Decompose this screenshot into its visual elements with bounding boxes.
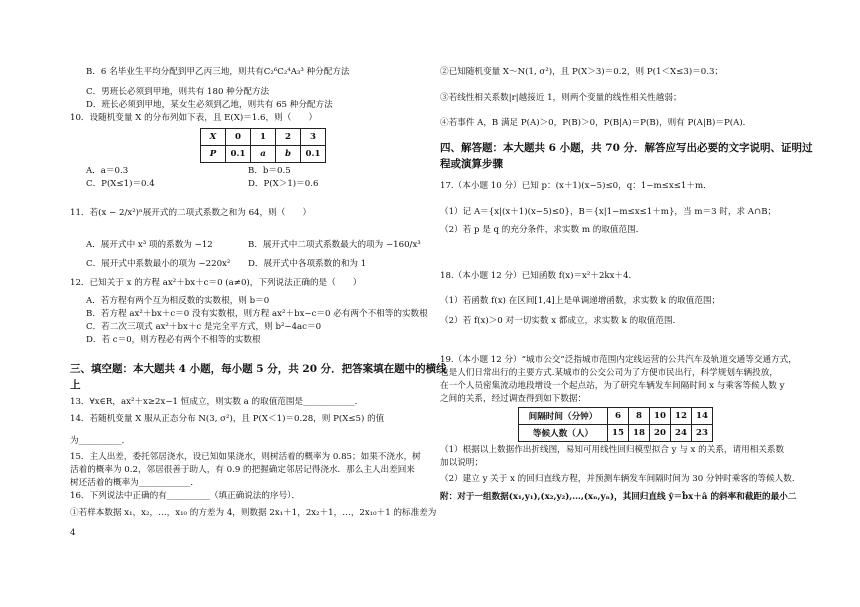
q9-option-c: C．男班长必须到甲地，则共有 180 种分配方法 [86, 87, 270, 97]
q18-part-1: （1）若函数 f(x) 在区间[1,4]上是单调递增函数，求实数 k 的取值范围； [440, 296, 721, 306]
q11-option-d: D．展开式中各项系数的和为 1 [248, 259, 367, 269]
table-cell: P [201, 146, 226, 163]
q10-distribution-table [200, 128, 326, 163]
q11-option-b: B．展开式中二项式系数最大的项为 −160/x³ [248, 240, 421, 250]
q16-statement-4: ④若事件 A，B 满足 P(A)＞0，P(B)＞0，P(B|A)＝P(B)，则有 P(A|B)＝P(A)． [440, 118, 752, 128]
q19-stem: 19.（本小题 12 分）“城市公交”泛指城市范围内定线运营的公共汽车及轨道交通等交通方式， [440, 355, 797, 365]
table-cell: X [201, 129, 226, 146]
table-cell: 6 [608, 408, 629, 425]
table-row [519, 425, 713, 442]
q15-stem: 15．主人出差，委托邻居浇水，设已知如果浇水，则树活着的概率为 0.85；如果不浇水，树 [70, 452, 421, 462]
q15-stem-cont: 活着的概率为 0.2，邻居很善于助人，有 0.9 的把握确定邻居记得浇水．那么主人出差回来 [70, 465, 415, 475]
q19-part-1-cont: 加以说明； [440, 458, 483, 468]
section-4-heading: 四、解答题：本大题共 6 小题，共 70 分．解答应写出必要的文字说明、证明过 [440, 142, 813, 154]
table-cell: b [276, 146, 301, 163]
q19-part-2: （2）建立 y 关于 x 的回归直线方程，并预测车辆发车间隔时间为 30 分钟时乘客的等候人数. [440, 474, 795, 484]
section-3-heading: 三、填空题：本大题共 4 小题，每小题 5 分，共 20 分．把答案填在题中的横线 [70, 363, 447, 375]
q16-stem: 16．下列说法中正确的有__________（填正确说法的序号）． [70, 491, 301, 501]
q14-stem: 14．若随机变量 X 服从正态分布 N(3, σ²)，且 P(X＜1)＝0.28，则 P(X≤5) 的值 [70, 414, 385, 424]
q16-statement-2: ②已知随机变量 X～N(1, σ²)，且 P(X＞3)＝0.2，则 P(1＜X≤3)＝0.3； [440, 67, 724, 77]
table-cell: 23 [692, 425, 713, 442]
table-cell: 12 [671, 408, 692, 425]
q10-option-c: C．P(X≤1)＝0.4 [86, 179, 155, 189]
q17-part-2: （2）若 p 是 q 的充分条件，求实数 m 的取值范围． [440, 225, 645, 235]
table-cell: 18 [629, 425, 650, 442]
table-cell: 8 [629, 408, 650, 425]
q19-data-table [518, 407, 713, 442]
q10-option-d: D．P(X＞1)＝0.6 [248, 179, 319, 189]
q11-option-c: C．展开式中系数最小的项为 −220x² [86, 259, 231, 269]
q10-option-a: A．a＝0.3 [86, 166, 129, 176]
table-cell: 0.1 [301, 146, 326, 163]
q16-statement-3: ③若线性相关系数|r|越接近 1，则两个变量的线性相关性越弱； [440, 93, 682, 103]
table-cell: 等候人数（人） [519, 425, 608, 442]
q19-stem-cont3: 之间的关系，经过调查得到如下数据： [440, 394, 587, 404]
q18-stem: 18.（本小题 12 分）已知函数 f(x)＝x²＋2kx＋4． [440, 271, 638, 281]
table-cell: 20 [650, 425, 671, 442]
table-row [201, 146, 326, 163]
q9-option-d: D．班长必须到甲地，某女生必须到乙地，则共有 65 种分配方法 [86, 100, 333, 110]
q12-stem: 12．已知关于 x 的方程 ax²＋bx＋c＝0 (a≠0)，下列说法正确的是（ ） [70, 278, 362, 288]
q14-stem-cont: 为__________． [70, 436, 131, 446]
q13-stem: 13．∀x∈R，ax²＋x≥2x−1 恒成立，则实数 a 的取值范围是____________． [70, 397, 364, 407]
table-cell: 10 [650, 408, 671, 425]
q10-stem: 10．设随机变量 X 的分布列如下表，且 E(X)＝1.6，则（ ） [70, 113, 318, 123]
q15-stem-cont2: 树还活着的概率为____________． [70, 478, 199, 488]
q9-option-b: B．6 名毕业生平均分配到甲乙丙三地，则共有C₂⁶C₂⁴A₃³ 种分配方法 [86, 67, 350, 77]
q19-part-1: （1）根据以上数据作出折线图，易知可用线性回归模型拟合 y 与 x 的关系，请用相关系数 [440, 445, 785, 455]
q19-stem-cont: 也是人们日常出行的主要方式.某城市的公交公司为了方便市民出行，科学规划车辆投放， [440, 368, 778, 378]
q10-option-b: B．b＝0.5 [248, 166, 291, 176]
left-column [70, 0, 450, 607]
table-cell: 1 [251, 129, 276, 146]
q11-stem: 11．若(x − 2/x²)ⁿ展开式的二项式系数之和为 64，则（ ） [70, 208, 312, 218]
table-row [519, 408, 713, 425]
right-column [440, 0, 820, 607]
q19-appendix: 附：对于一组数据(x₁,y₁),(x₂,y₂),…,(xₙ,yₙ)，其回归直线 ŷ＝b̂x＋â 的斜率和截距的最小二 [440, 492, 797, 502]
section-3-heading-cont: 上 [70, 379, 81, 391]
table-cell: 15 [608, 425, 629, 442]
q11-option-a: A．展开式中 x³ 项的系数为 −12 [86, 240, 213, 250]
table-cell: 0 [226, 129, 251, 146]
q17-stem: 17.（本小题 10 分）已知 p：(x＋1)(x−5)≤0，q：1−m≤x≤1＋m． [440, 181, 712, 191]
table-cell: 3 [301, 129, 326, 146]
q12-option-b: B．若方程 ax²＋bx＋c＝0 没有实数根，则方程 ax²＋bx−c＝0 必有两个不相等的实数根 [86, 309, 428, 319]
table-cell: 2 [276, 129, 301, 146]
table-cell: 14 [692, 408, 713, 425]
table-row [201, 129, 326, 146]
q17-part-1: （1）记 A＝{x|(x＋1)(x−5)≤0}，B＝{x|1−m≤x≤1＋m}，当 m＝3 时，求 A∩B； [440, 207, 777, 217]
table-cell: a [251, 146, 276, 163]
q18-part-2: （2）若 f(x)＞0 对一切实数 x 都成立，求实数 k 的取值范围． [440, 316, 682, 326]
table-cell: 24 [671, 425, 692, 442]
page-number: 4 [70, 528, 76, 538]
section-4-heading-cont: 程或演算步骤 [440, 158, 503, 170]
table-cell: 间隔时间（分钟） [519, 408, 608, 425]
q16-statement-1: ①若样本数据 x₁，x₂，…，x₁₀ 的方差为 4，则数据 2x₁＋1，2x₂＋1，…，2x₁₀＋1 的标准差为 [70, 508, 437, 518]
q12-option-d: D．若 c＝0，则方程必有两个不相等的实数根 [86, 335, 261, 345]
q12-option-c: C．若二次三项式 ax²＋bx＋c 是完全平方式，则 b²−4ac＝0 [86, 322, 322, 332]
q19-stem-cont2: 在一个人员密集流动地段增设一个起点站，为了研究车辆发车间隔时间 x 与乘客等候人数 y [440, 381, 785, 391]
q12-option-a: A．若方程有两个互为相反数的实数根，则 b＝0 [86, 296, 270, 306]
table-cell: 0.1 [226, 146, 251, 163]
